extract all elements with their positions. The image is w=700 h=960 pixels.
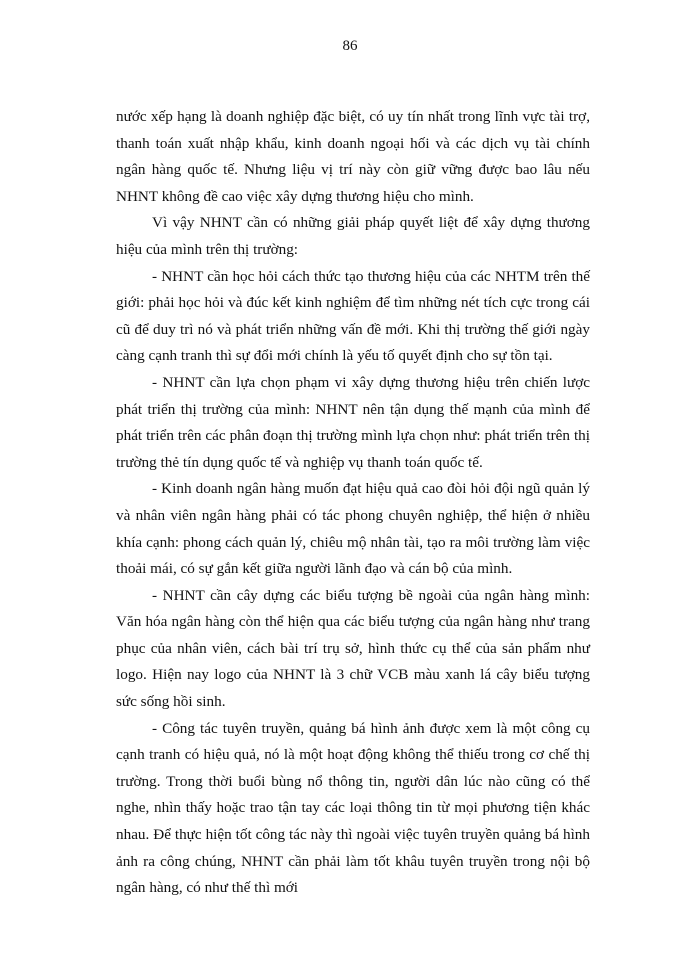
paragraph-3: - NHNT cần học hỏi cách thức tạo thương hiệu của các NHTM trên thế giới: phải học hỏi và đúc kết kinh nghiệm để tìm những nét tích cực trong cái cũ để duy trì nó và phát triển những vấn đề mới. Khi thị trường thế giới ngày càng cạnh tranh thì sự đổi mới chính là yếu tố quyết định cho sự tồn tại. (116, 267, 590, 365)
paragraph-6: - NHNT cần cây dựng các biểu tượng bề ngoài của ngân hàng mình: Văn hóa ngân hàng còn thể hiện qua các biểu tượng của ngân hàng như trang phục của nhân viên, cách bài trí trụ sở, hình thức cụ thể của sản phẩm như logo. Hiện nay logo của NHNT là 3 chữ VCB màu xanh lá cây biểu tượng sức sống hồi sinh. (116, 586, 590, 711)
paragraph-1: nước xếp hạng là doanh nghiệp đặc biệt, có uy tín nhất trong lĩnh vực tài trợ, thanh toán xuất nhập khẩu, kinh doanh ngoại hối và các dịch vụ tài chính ngân hàng quốc tế. Nhưng liệu vị trí này còn giữ vững được bao lâu nếu NHNT không đề cao việc xây dựng thương hiệu cho mình. (116, 108, 590, 205)
paragraph-4: - NHNT cần lựa chọn phạm vi xây dựng thương hiệu trên chiến lược phát triển thị trường của mình: NHNT nên tận dụng thế mạnh của mình để phát triển trên các phân đoạn thị trường mình lựa chọn như: phát triển trên thị trường thẻ tín dụng quốc tế và nghiệp vụ thanh toán quốc tế. (116, 373, 590, 471)
paragraph-2: Vì vậy NHNT cần có những giải pháp quyết liệt để xây dựng thương hiệu của mình trên thị trường: (116, 214, 590, 258)
page-number: 86 (342, 38, 358, 54)
body-text (116, 104, 590, 902)
paragraph-5: - Kinh doanh ngân hàng muốn đạt hiệu quả cao đòi hỏi đội ngũ quản lý và nhân viên ngân hàng phải có tác phong chuyên nghiệp, thể hiện ở nhiều khía cạnh: phong cách quản lý, chiêu mộ nhân tài, tạo ra môi trường làm việc thoải mái, có sự gắn kết giữa người lãnh đạo và cán bộ của mình. (116, 480, 590, 578)
paragraph-7: - Công tác tuyên truyền, quảng bá hình ảnh được xem là một công cụ cạnh tranh có hiệu quả, nó là một hoạt động không thể thiếu trong cơ chế thị trường. Trong thời buổi bùng nổ thông tin, người dân lúc nào cũng có thể nghe, nhìn thấy hoặc trao tận tay các loại thông tin từ mọi phương tiện khác nhau. Để thực hiện tốt công tác này thì ngoài việc tuyên truyền quảng bá hình ảnh ra công chúng, NHNT cần phải làm tốt khâu tuyên truyền trong nội bộ ngân hàng, có như thế thì mới (116, 719, 590, 897)
